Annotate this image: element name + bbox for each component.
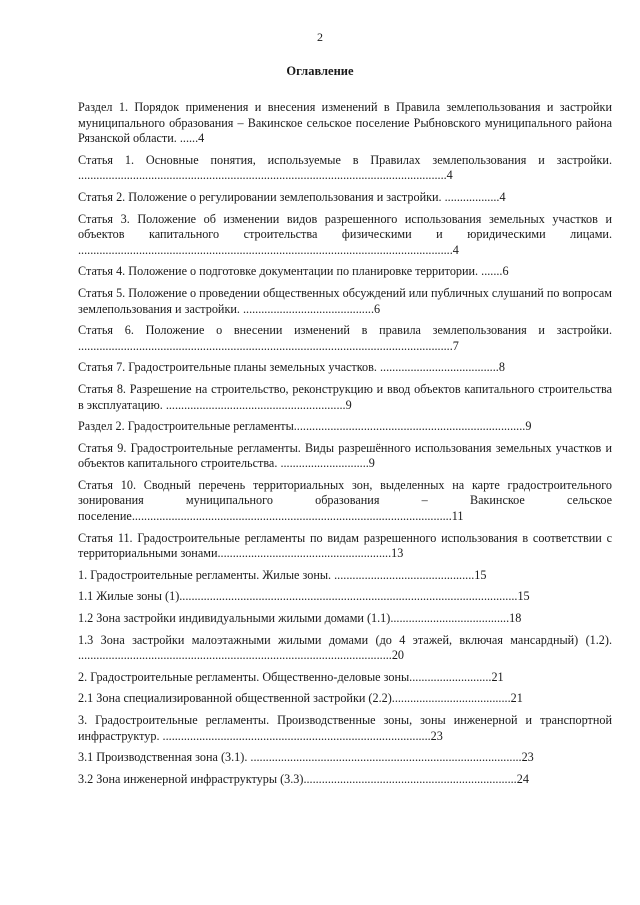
toc-entry[interactable]: Статья 6. Положение о внесении изменений в правила землепользования и застройки. ...........................................................................................................................7 bbox=[78, 323, 612, 353]
toc-entry[interactable]: Статья 4. Положение о подготовке документации по планировке территории. .......6 bbox=[78, 264, 509, 279]
toc-entry[interactable]: 1.2 Зона застройки индивидуальными жилыми домами (1.1).......................................18 bbox=[78, 611, 522, 626]
toc-entry[interactable]: Статья 8. Разрешение на строительство, реконструкцию и ввод объектов капитального строительства в эксплуатацию. ...........................................................9 bbox=[78, 381, 612, 412]
toc-entry[interactable]: Раздел 2. Градостроительные регламенты............................................................................9 bbox=[78, 419, 532, 434]
toc-entry[interactable]: 3. Градостроительные регламенты. Производственные зоны, зоны инженерной и транспортной инфраструктур. ........................................................................................23 bbox=[78, 713, 612, 743]
toc-entry[interactable]: Статья 10. Сводный перечень территориальных зон, выделенных на карте градостроительного зонирования муниципального образования – Вакинское сельское поселение.........................................................................................................11 bbox=[78, 477, 612, 524]
toc-entry[interactable]: Статья 9. Градостроительные регламенты. Виды разрешённого использования земельных участков и объектов капитального строительства. .............................9 bbox=[78, 440, 612, 471]
toc-entry[interactable]: Статья 11. Градостроительные регламенты по видам разрешенного использования в соответствии с территориальными зонами.........................................................13 bbox=[78, 530, 612, 561]
toc-entry[interactable]: 1.3 Зона застройки малоэтажными жилыми домами (до 4 этажей, включая мансардный) (1.2). .......................................................................................................20 bbox=[78, 632, 612, 663]
toc-entry[interactable]: Статья 5. Положение о проведении общественных обсуждений или публичных слушаний по вопросам землепользования и застройки. ...........................................6 bbox=[78, 285, 612, 316]
toc-entry[interactable]: 1. Градостроительные регламенты. Жилые зоны. ..............................................15 bbox=[78, 567, 487, 582]
table-of-contents bbox=[78, 100, 612, 793]
page-number: 2 bbox=[317, 30, 323, 44]
toc-entry[interactable]: Статья 7. Градостроительные планы земельных участков. .......................................8 bbox=[78, 360, 505, 375]
toc-entry[interactable]: Статья 3. Положение об изменении видов разрешенного использования земельных участков и объектов капитального строительства физическими и юридическими лицами. ...........................................................................................................................4 bbox=[78, 211, 612, 257]
toc-title: Оглавление bbox=[286, 64, 354, 78]
toc-entry[interactable]: 2. Градостроительные регламенты. Общественно-деловые зоны...........................21 bbox=[78, 669, 504, 684]
toc-entry[interactable]: Раздел 1. Порядок применения и внесения изменений в Правила землепользования и застройки муниципального образования – Вакинское сельское поселение Рыбновского муниципального района Рязанской области. ......4 bbox=[78, 100, 612, 146]
toc-entry[interactable]: Статья 2. Положение о регулировании землепользования и застройки. ..................4 bbox=[78, 189, 506, 204]
toc-entry[interactable]: 1.1 Жилые зоны (1)...............................................................................................................15 bbox=[78, 589, 530, 604]
toc-entry[interactable]: 2.1 Зона специализированной общественной застройки (2.2).......................................21 bbox=[78, 691, 523, 706]
toc-entry[interactable]: 3.1 Производственная зона (3.1). .........................................................................................23 bbox=[78, 750, 534, 765]
toc-entry[interactable]: 3.2 Зона инженерной инфраструктуры (3.3)......................................................................24 bbox=[78, 771, 529, 786]
toc-entry[interactable]: Статья 1. Основные понятия, используемые в Правилах землепользования и застройки. .........................................................................................................................4 bbox=[78, 152, 612, 183]
